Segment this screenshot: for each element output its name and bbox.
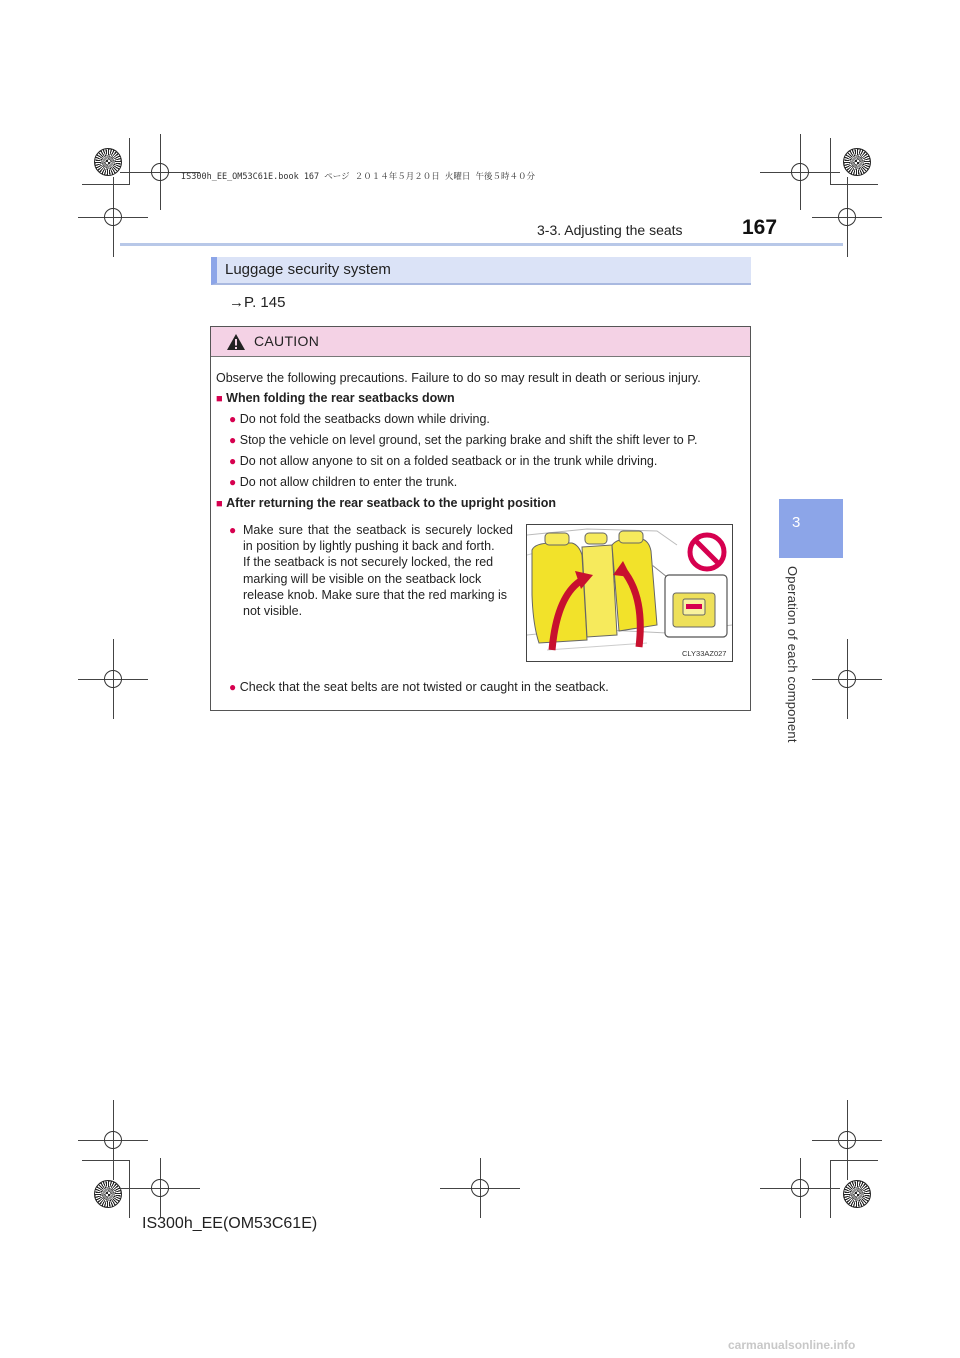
registration-rosette-bottom-left	[94, 1180, 122, 1208]
caution-list-item	[229, 454, 657, 468]
seatback-drawing	[527, 525, 732, 661]
group-heading-text: After returning the rear seatback to the upright position	[226, 496, 557, 510]
paragraph-text: If the seatback is not securely locked, the red marking will be visible on the seatback lock release knob. Make sure that the red marking is not visible.	[243, 555, 508, 619]
warning-triangle-icon	[226, 333, 246, 351]
model-code: IS300h_EE(OM53C61E)	[142, 1215, 318, 1232]
section-heading	[211, 257, 751, 285]
round-bullet-icon: ●	[229, 475, 237, 489]
caution-list-item	[229, 475, 457, 489]
caution-group-heading	[216, 391, 455, 405]
chapter-number: 3	[792, 514, 801, 531]
caution-list-item	[229, 680, 609, 694]
page-number: 167	[742, 216, 778, 239]
caution-group-heading	[216, 496, 556, 510]
square-bullet-icon: ■	[216, 393, 223, 405]
list-item-text: Do not allow children to enter the trunk.	[239, 475, 458, 489]
trim-line	[129, 1160, 130, 1218]
caution-list-item	[229, 433, 697, 447]
print-info: IS300h_EE_OM53C61E.book 167 ページ ２０１４年５月２０日 火曜日 午後５時４０分	[181, 172, 535, 182]
page-reference-link[interactable]: →P. 145	[229, 294, 286, 311]
trim-line	[830, 1160, 878, 1161]
trim-line	[830, 1160, 831, 1218]
round-bullet-icon: ●	[229, 680, 237, 694]
trim-line	[82, 1160, 130, 1161]
chapter-tab	[779, 499, 843, 558]
list-item-text: Stop the vehicle on level ground, set the parking brake and shift the shift lever to P.	[239, 433, 698, 447]
caution-paragraph	[243, 522, 513, 619]
illustration-code: CLY33AZ027	[682, 649, 727, 658]
registration-rosette-top-left	[94, 148, 122, 176]
paragraph-text: Make sure that the seatback is securely locked in position by lightly pushing it back and forth.	[243, 523, 513, 554]
header-rule	[120, 243, 843, 246]
list-item-text: Check that the seat belts are not twisted or caught in the seatback.	[239, 680, 609, 694]
registration-rosette-bottom-right	[843, 1180, 871, 1208]
registration-rosette-top-right	[843, 148, 871, 176]
watermark: carmanualsonline.info	[728, 1338, 856, 1352]
caution-list-item	[229, 412, 490, 426]
round-bullet-icon: ●	[229, 412, 237, 426]
square-bullet-icon: ■	[216, 498, 223, 510]
seatback-illustration	[526, 524, 733, 662]
list-item-text: Do not fold the seatbacks down while driving.	[239, 412, 490, 426]
caution-title: CAUTION	[254, 333, 320, 349]
caution-intro: Observe the following precautions. Failure to do so may result in death or serious injury.	[216, 371, 701, 385]
round-bullet-icon: ●	[229, 433, 237, 447]
running-header-title: 3-3. Adjusting the seats	[537, 222, 683, 238]
list-item-text: Do not allow anyone to sit on a folded seatback or in the trunk while driving.	[239, 454, 658, 468]
round-bullet-icon: ●	[229, 523, 237, 537]
section-heading-text: Luggage security system	[225, 261, 391, 278]
chapter-label: Operation of each component	[785, 566, 800, 743]
trim-line	[830, 138, 831, 185]
trim-line	[82, 184, 130, 185]
group-heading-text: When folding the rear seatbacks down	[226, 391, 455, 405]
trim-line	[830, 184, 878, 185]
round-bullet-icon: ●	[229, 454, 237, 468]
trim-line	[129, 138, 130, 185]
